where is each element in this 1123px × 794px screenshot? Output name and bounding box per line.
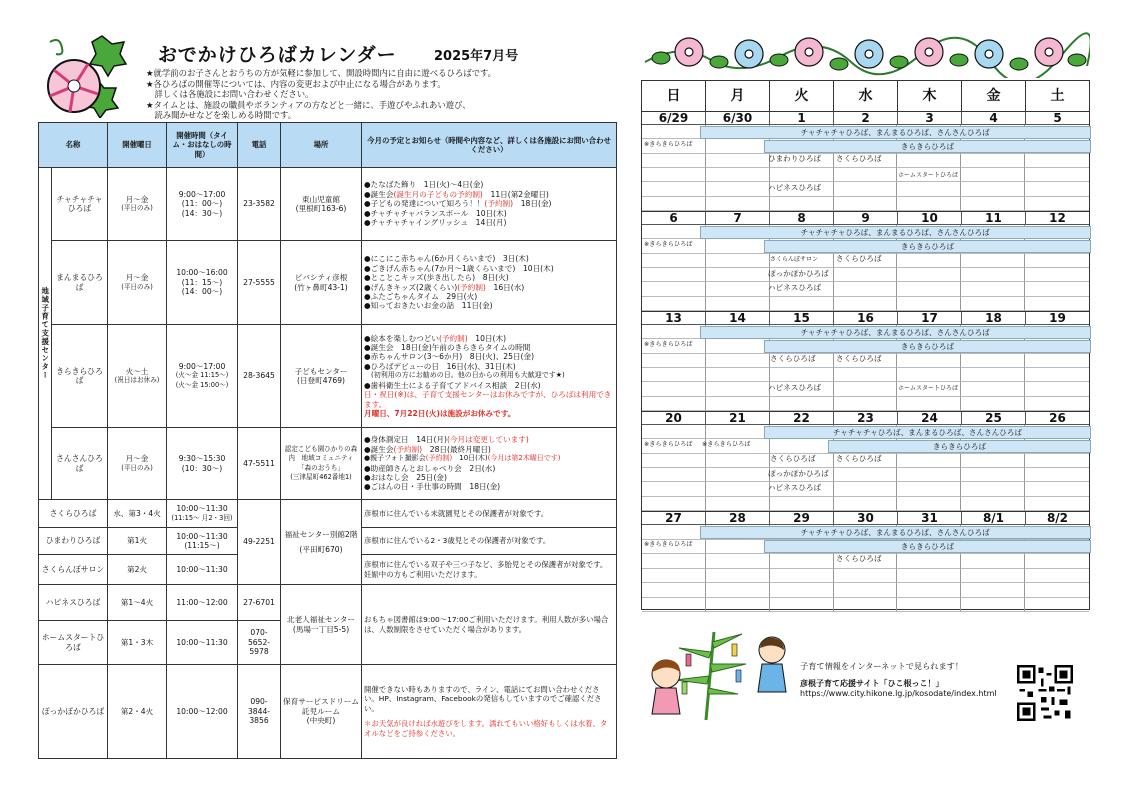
week-body xyxy=(642,125,1089,211)
table-row xyxy=(39,325,617,428)
intro-line: 詳しくは各施設にお問い合わせください。 xyxy=(146,89,314,100)
center-place xyxy=(281,325,362,428)
date: 20 xyxy=(642,412,706,424)
table-row xyxy=(39,241,617,325)
col-name: 名称 xyxy=(39,123,108,168)
date: 24 xyxy=(898,412,962,424)
event-hokahoka: ぽっかぽかひろば xyxy=(768,269,829,278)
kome-kirakira: ※きらきらひろば xyxy=(702,441,751,448)
calendar xyxy=(641,80,1090,610)
place-address: (里根町163-6) xyxy=(295,204,347,213)
date: 29 xyxy=(770,512,834,524)
col-events: 今月の予定とお知らせ（時間や内容など、詳しくは各施設にお問い合わせください） xyxy=(362,123,617,168)
date: 15 xyxy=(770,312,834,324)
event-line xyxy=(364,371,614,380)
weekday: 火 xyxy=(770,81,834,111)
center-name: チャチャチャひろば xyxy=(52,168,108,241)
date: 28 xyxy=(706,512,770,524)
table-row xyxy=(39,500,617,528)
event-happiness: ハピネスひろば xyxy=(768,283,822,292)
date: 21 xyxy=(706,412,770,424)
fukushi-note: 彦根市に住んでいる2・3歳児とその保護者が対象です。 xyxy=(362,528,617,555)
hiroba-name: さくらひろば xyxy=(39,500,108,528)
center-phone: 23-3582 xyxy=(238,168,281,241)
date: 3 xyxy=(898,112,962,124)
flower-garland-decoration xyxy=(641,32,1090,78)
band-chachacha: チャチャチャひろば、まんまるひろば、さんさんひろば xyxy=(764,426,1091,439)
week-body xyxy=(642,525,1089,612)
event-happiness: ハピネスひろば xyxy=(768,483,822,492)
table-row xyxy=(39,168,617,241)
days-note: (平日のみ) xyxy=(121,463,153,472)
place-text: 子どもセンター xyxy=(294,366,348,376)
event-himawari: ひまわりひろば xyxy=(768,154,822,163)
hiroba-name: さくらんぼサロン xyxy=(39,555,108,585)
center-place xyxy=(281,168,362,241)
fukushi-note: 彦根市に住んでいる未就園児とその保護者が対象です。 xyxy=(362,500,617,528)
date: 12 xyxy=(1049,211,1066,225)
hiroba-days: 第1～4火 xyxy=(108,585,167,621)
date: 27 xyxy=(642,512,706,524)
event-text: ●にこにこ赤ちゃん(6か月くらいまで) 3日(木) xyxy=(364,254,529,264)
event-text: 18日(金) xyxy=(513,199,552,209)
red-notice: 月曜日、7月22日(火)は施設がお休みです。 xyxy=(364,408,516,418)
hours-line: (11:15～ 月2・3回) xyxy=(171,513,233,522)
date: 17 xyxy=(898,312,962,324)
band-kirakira: きらきらひろば xyxy=(828,440,1091,453)
hiroba-days: 第1火 xyxy=(108,528,167,555)
event-red: (誕生月の子どもの予約制) xyxy=(393,189,483,199)
event-line xyxy=(364,435,614,444)
table-row xyxy=(39,665,617,759)
event-sakuranbo: さくらんぼサロン xyxy=(770,256,819,263)
event-red: (今月は変更しています) xyxy=(446,435,529,445)
weekday: 土 xyxy=(1050,88,1065,104)
band-kirakira: きらきらひろば xyxy=(764,140,1091,153)
date: 30 xyxy=(834,512,898,524)
hours-line: (11：00～) xyxy=(181,199,223,209)
event-text: ●助産師さんとおしゃべり会 2日(水) xyxy=(364,463,496,473)
place-text: 認定こども園ひかりの森内 地域コミュニティ「森のおうち」 xyxy=(284,444,358,472)
event-text: ●とことこキッズ(歩き出したら) 8日(火) xyxy=(364,273,509,283)
date: 26 xyxy=(1049,411,1066,425)
date: 8/1 xyxy=(962,512,1026,524)
hours-line: 9:00～17:00 xyxy=(178,361,226,371)
date: 25 xyxy=(962,412,1026,424)
event-sakura: さくらひろば xyxy=(770,454,816,463)
hours-line: (14：30～) xyxy=(181,208,223,218)
weekday: 木 xyxy=(898,81,962,111)
days-note: (平日のみ) xyxy=(121,204,153,212)
event-text: ●たなばた飾り 1日(火)～4日(金) xyxy=(364,180,484,190)
intro-line: 読み聞かせなどを楽しめる時間です。 xyxy=(146,110,297,121)
footer-site-name[interactable]: 彦根子育て応援サイト「ひこ根っこ！」 xyxy=(800,679,944,688)
hours-line: 10:00～16:00 xyxy=(176,268,228,278)
kita-place xyxy=(281,585,362,665)
hours-line: (11：15～) xyxy=(181,277,223,287)
hiroba-name: ハピネスひろば xyxy=(39,585,108,621)
date: 9 xyxy=(834,212,898,224)
event-homestart: ホームスタートひろば xyxy=(898,172,959,179)
weekday: 金 xyxy=(962,81,1026,111)
event-text: ●誕生会 xyxy=(364,444,394,454)
hiroba-phone: 070-5652-5978 xyxy=(238,621,281,665)
date: 7 xyxy=(706,212,770,224)
hiroba-days: 第1・3木 xyxy=(108,621,167,665)
event-sakura: さくらひろば xyxy=(836,554,882,563)
fukushi-phone: 49-2251 xyxy=(238,500,281,585)
place-text: 保育サービスドリーム託児ルーム xyxy=(283,697,359,716)
event-text: ●身体測定日 14日(月) xyxy=(364,435,447,445)
week-body xyxy=(642,425,1089,511)
event-line xyxy=(364,362,614,371)
date: 11 xyxy=(962,212,1026,224)
event-text: 10日(木) xyxy=(452,454,488,463)
date: 31 xyxy=(898,512,962,524)
date: 10 xyxy=(898,212,962,224)
qr-code-icon[interactable] xyxy=(1017,665,1073,721)
date: 14 xyxy=(706,312,770,324)
kita-note: おもちゃ図書館は9:00～17:00ご利用いただけます。利用人数が多い場合は、人数制限をさせていただく場合があります。 xyxy=(362,585,617,665)
band-chachacha: チャチャチャひろば、まんまるひろば、さんさんひろば xyxy=(700,526,1091,539)
event-line xyxy=(364,218,614,227)
kome-kirakira: ※きらきらひろば xyxy=(644,141,693,148)
date: 6/29 xyxy=(642,112,706,124)
days-note: (平日のみ) xyxy=(121,282,153,291)
event-line xyxy=(364,473,614,482)
calendar-week xyxy=(642,312,1089,412)
center-events xyxy=(362,241,617,325)
event-sakura: さくらひろば xyxy=(836,254,882,263)
tanabata-kids-illustration xyxy=(636,622,796,722)
event-line xyxy=(364,482,614,491)
place-address: (竹ヶ鼻町43-1) xyxy=(294,282,348,292)
event-red: (予約制) xyxy=(457,282,486,292)
center-days xyxy=(108,325,167,428)
week-dates xyxy=(642,412,1089,425)
place-text: 北老人福祉センター xyxy=(286,615,356,625)
hiroba-days: 第2火 xyxy=(108,555,167,585)
morning-glory-illustration xyxy=(40,34,130,118)
intro-line: ★就学前のお子さんとおうちの方が気軽に参加して、開設時間内に自由に遊べるひろばです。 xyxy=(146,68,497,78)
hokahoka-place xyxy=(281,665,362,759)
event-red: (予約制) xyxy=(425,454,453,463)
event-text: (初利用の方にお勧めの日。他の日からの利用も大歓迎です★) xyxy=(364,371,565,380)
event-line xyxy=(364,254,614,263)
date: 6 xyxy=(642,212,706,224)
week-dates xyxy=(642,312,1089,325)
event-text: 16日(水) xyxy=(485,282,525,292)
hokahoka-note xyxy=(362,665,617,759)
hours-line: (10：30～) xyxy=(181,463,223,473)
center-hours xyxy=(167,168,238,241)
week-dates xyxy=(642,512,1089,525)
days-note: (祝日はお休み) xyxy=(114,376,160,384)
event-text: 10日(木) xyxy=(467,333,507,343)
hiroba-hours xyxy=(167,528,238,555)
center-events xyxy=(362,325,617,428)
col-phone: 電話 xyxy=(238,123,281,168)
event-sakura: さくらひろば xyxy=(836,154,882,163)
weekday: 日 xyxy=(642,81,706,111)
note-text: 開催できない時もありますので、ライン、電話にてお問い合わせください。HP、Instagram、Facebookの発信もしていますのでご確認ください。 xyxy=(364,684,602,713)
event-line xyxy=(364,301,614,310)
event-sakura: さくらひろば xyxy=(836,454,882,463)
date: 18 xyxy=(962,312,1026,324)
hiroba-hours: 10:00～12:00 xyxy=(167,665,238,759)
event-red: (予約制) xyxy=(438,333,468,343)
event-sakura: さくらひろば xyxy=(836,354,882,363)
hours-line: 9:00～17:00 xyxy=(178,189,226,199)
event-line xyxy=(364,264,614,273)
event-text: ●歯科衛生士による子育てアドバイス相談 2日(水) xyxy=(364,380,541,390)
event-text: ●げんきキッズ(2歳くらい) xyxy=(364,282,458,292)
week-body xyxy=(642,325,1089,411)
hiroba-hours: 11:00～12:00 xyxy=(167,585,238,621)
center-hours xyxy=(167,325,238,428)
hiroba-hours: 10:00～11:30 xyxy=(167,555,238,585)
date: 22 xyxy=(770,412,834,424)
event-text: ●親子フォト撮影会 xyxy=(364,454,426,463)
event-line xyxy=(364,273,614,282)
event-text: ●絵本を楽しむつどい xyxy=(364,333,439,343)
hiroba-days: 水、第3・4火 xyxy=(108,500,167,528)
week-dates xyxy=(642,212,1089,225)
hiroba-days: 第2・4火 xyxy=(108,665,167,759)
event-line xyxy=(364,190,614,199)
note-red: ＊お天気が良ければ水遊びをします。濡れてもいい格好もしくは水着、タオルなどをご持参ください。 xyxy=(364,719,608,738)
place-text: 福祉センター別館2階 xyxy=(284,529,358,539)
col-days: 開催曜日 xyxy=(108,123,167,168)
days-text: 月～金 xyxy=(125,194,149,204)
center-days xyxy=(108,428,167,500)
place-address: (中央町) xyxy=(306,716,336,726)
band-kirakira: きらきらひろば xyxy=(764,540,1091,553)
days-text: 火～土 xyxy=(125,366,149,376)
event-red: (予約制) xyxy=(393,444,423,454)
hiroba-name: ぽっかぽかひろば xyxy=(39,665,108,759)
hiroba-name: ひまわりひろば xyxy=(39,528,108,555)
event-line xyxy=(364,334,614,343)
date: 16 xyxy=(834,312,898,324)
band-chachacha: チャチャチャひろば、まんまるひろば、さんさんひろば xyxy=(700,126,1091,139)
event-text: ●ひろばデビューの日 16日(水)、31日(木) xyxy=(364,361,516,371)
kome-kirakira: ※きらきらひろば xyxy=(644,241,693,248)
event-homestart: ホームスタートひろば xyxy=(898,385,959,392)
event-line xyxy=(364,209,614,218)
hours-line: 10:00～11:30 xyxy=(176,531,228,541)
event-line xyxy=(364,180,614,189)
hours-line: (火～金 15:00～) xyxy=(175,380,229,389)
hours-line: (11:15～) xyxy=(184,541,220,550)
fukushi-note: 彦根市に住んでいる双子や三つ子など、多胎児とその保護者が対象です。妊娠中の方もご利用いただけます。 xyxy=(362,555,617,585)
place-text: ビバシティ彦根 xyxy=(294,273,348,283)
hiroba-phone: 27-6701 xyxy=(238,585,281,621)
event-text: ●ふたごちゃんタイム 29日(火) xyxy=(364,291,478,301)
table-row xyxy=(39,585,617,621)
col-place: 場所 xyxy=(281,123,362,168)
page-title: おでかけひろばカレンダー xyxy=(158,44,397,66)
kome-kirakira: ※きらきらひろば xyxy=(644,541,693,548)
date: 2 xyxy=(834,112,898,124)
footer-url[interactable]: https://www.city.hikone.lg.jp/kosodate/index.html xyxy=(800,689,997,698)
center-name: きらきらひろば xyxy=(52,325,108,428)
place-address: (三津屋町462番地1) xyxy=(290,472,352,481)
event-line xyxy=(364,454,614,463)
event-line xyxy=(364,381,614,390)
hours-line: 9:30～15:30 xyxy=(178,454,226,464)
days-text: 月～金 xyxy=(125,454,149,464)
center-name: さんさんひろば xyxy=(52,428,108,500)
place-text: 東山児童館 xyxy=(302,194,340,204)
event-happiness: ハピネスひろば xyxy=(768,183,822,192)
event-line xyxy=(364,352,614,361)
kome-kirakira: ※きらきらひろば xyxy=(644,441,693,448)
date: 4 xyxy=(962,112,1026,124)
center-place xyxy=(281,241,362,325)
event-text: ●おはなし会 25日(金) xyxy=(364,472,447,482)
calendar-week xyxy=(642,112,1089,212)
hours-line: 10:00～11:30 xyxy=(176,504,228,514)
date: 8/2 xyxy=(1046,511,1069,525)
band-kirakira: きらきらひろば xyxy=(764,340,1091,353)
days-text: 月～金 xyxy=(125,273,149,283)
date: 5 xyxy=(1053,111,1062,125)
center-days xyxy=(108,241,167,325)
event-line xyxy=(364,464,614,473)
hiroba-hours: 10:00～11:30 xyxy=(167,621,238,665)
center-hours xyxy=(167,241,238,325)
band-kirakira: きらきらひろば xyxy=(764,240,1091,253)
intro-text xyxy=(146,68,616,121)
event-red: (今月は第2木曜日です) xyxy=(487,454,561,463)
issue-label: 2025年7月号 xyxy=(434,49,519,64)
hours-line: (14：00～) xyxy=(181,287,223,297)
col-hours: 開催時間（タイム・おはなしの時間） xyxy=(167,123,238,168)
event-text: ●チャチャチャバランスボール 10日(木) xyxy=(364,208,507,218)
hours-line: (火～金 11:15～) xyxy=(175,371,229,380)
date: 8 xyxy=(770,212,834,224)
fukushi-place xyxy=(281,500,362,585)
schedule-table xyxy=(38,122,617,759)
center-events xyxy=(362,168,617,241)
event-text: ●チャチャチャイングリッシュ 14日(月) xyxy=(364,218,507,228)
calendar-weekday-header xyxy=(642,81,1089,112)
event-text: 28日(最終月曜日) xyxy=(422,444,491,454)
date: 6/30 xyxy=(706,112,770,124)
event-sakura: さくらひろば xyxy=(770,354,816,363)
center-name: まんまるひろば xyxy=(52,241,108,325)
event-text: ●赤ちゃんサロン(3～6か月) 8日(火)、25日(金) xyxy=(364,352,535,362)
footer-info: 子育て情報をインターネットで見られます！ xyxy=(800,661,964,671)
event-text: ●子どもの発達について知ろう！！ xyxy=(364,199,485,209)
date: 1 xyxy=(770,112,834,124)
date: 19 xyxy=(1049,311,1066,325)
calendar-week xyxy=(642,512,1089,612)
center-phone: 27-5555 xyxy=(238,241,281,325)
event-text: ●誕生会 18日(金)午前のきらきらタイムの時間 xyxy=(364,343,531,353)
calendar-week xyxy=(642,412,1089,512)
table-row xyxy=(39,428,617,500)
side-label: 地域子育て支援センター xyxy=(39,168,52,500)
place-address: (馬場一丁目5-5) xyxy=(292,624,350,634)
event-text: ●知っておきたいお金の話 11日(金) xyxy=(364,301,493,311)
event-line xyxy=(364,445,614,454)
band-chachacha: チャチャチャひろば、まんまるひろば、さんさんひろば xyxy=(700,326,1091,339)
event-text: ●ごきげん赤ちゃん(7か月～1歳くらいまで) 10日(木) xyxy=(364,263,554,273)
event-happiness: ハピネスひろば xyxy=(768,383,822,392)
place-address: (日登町4769) xyxy=(296,376,346,385)
calendar-week xyxy=(642,212,1089,312)
center-phone: 47-5511 xyxy=(238,428,281,500)
weekday: 月 xyxy=(706,81,770,111)
event-line xyxy=(364,292,614,301)
hiroba-name: ホームスタートひろば xyxy=(39,621,108,665)
week-body xyxy=(642,225,1089,311)
event-red: (予約制) xyxy=(484,199,514,209)
red-note: 日・祝日(※)は、子育て支援センターはお休みですが、ひろばは利用できます。 xyxy=(364,390,612,409)
hiroba-phone: 090-3844-3856 xyxy=(238,665,281,759)
place-address: (平田町670) xyxy=(299,545,343,554)
band-chachacha: チャチャチャひろば、まんまるひろば、さんさんひろば xyxy=(700,226,1091,239)
center-hours xyxy=(167,428,238,500)
event-text: ●誕生会 xyxy=(364,189,394,199)
event-text: 11日(第2金曜日) xyxy=(482,189,549,199)
center-place xyxy=(281,428,362,500)
event-hokahoka: ぽっかぽかひろば xyxy=(768,469,829,478)
weekday: 水 xyxy=(834,81,898,111)
intro-line: ★各ひろばの開催等については、内容の変更および中止になる場合があります。 xyxy=(146,78,446,89)
center-days xyxy=(108,168,167,241)
date: 13 xyxy=(642,312,706,324)
event-text: ●ごはんの日・手仕事の時間 18日(金) xyxy=(364,482,501,492)
intro-line: ★タイムとは、施設の職員やボランティアの方などと一緒に、手遊びやふれあい遊び、 xyxy=(146,99,471,110)
kome-kirakira: ※きらきらひろば xyxy=(644,341,693,348)
week-dates xyxy=(642,112,1089,125)
event-line xyxy=(364,199,614,208)
event-line xyxy=(364,283,614,292)
center-events xyxy=(362,428,617,500)
center-phone: 28-3645 xyxy=(238,325,281,428)
date: 23 xyxy=(834,412,898,424)
hiroba-hours xyxy=(167,500,238,528)
